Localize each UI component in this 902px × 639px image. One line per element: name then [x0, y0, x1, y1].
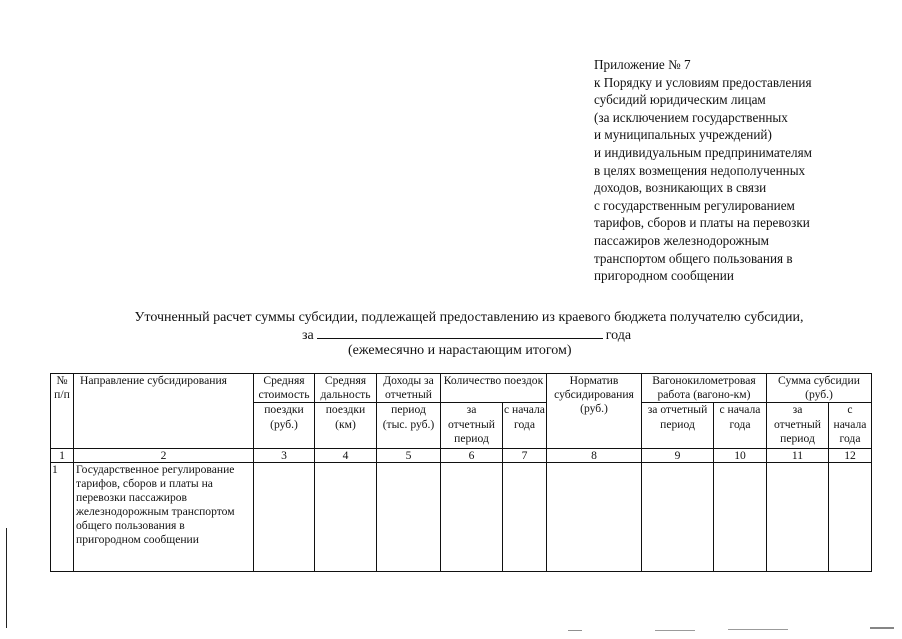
column-number: 7 [503, 449, 547, 463]
column-number: 8 [547, 449, 642, 463]
column-number: 5 [377, 449, 441, 463]
header-income-top: Доходы за отчетный [377, 374, 441, 403]
scan-speck [728, 629, 788, 630]
appendix-line: Приложение № 7 [594, 57, 691, 72]
column-number: 10 [714, 449, 767, 463]
header-norm: Норматив субсидирования (руб.) [547, 374, 642, 449]
row-direction: Государственное регулирование тарифов, сборов и платы на перевозки пассажиров железнодорожным транспортом общего пользования в пригородном сообщении [74, 463, 254, 572]
scan-speck [870, 627, 894, 629]
appendix-line: тарифов, сборов и платы на перевозки [594, 215, 810, 231]
column-number: 9 [642, 449, 714, 463]
table-row [51, 463, 872, 572]
row-num: 1 [51, 463, 74, 572]
header-avg-cost-top: Средняя стоимость [254, 374, 315, 403]
appendix-line: с государственным регулированием [594, 197, 795, 213]
column-number: 12 [829, 449, 872, 463]
scan-edge-line [6, 528, 7, 628]
empty-cell [315, 463, 377, 572]
empty-cell [377, 463, 441, 572]
column-number: 3 [254, 449, 315, 463]
header-trips-ytd: с начала года [503, 403, 547, 449]
column-number: 2 [74, 449, 254, 463]
column-number: 6 [441, 449, 503, 463]
header-direction: Направление субсидирования [74, 374, 254, 449]
appendix-line: пассажиров железнодорожным [594, 232, 769, 248]
appendix-line: пригородном сообщении [594, 268, 734, 284]
empty-cell [254, 463, 315, 572]
empty-cell [714, 463, 767, 572]
appendix-block [594, 56, 894, 285]
empty-cell [767, 463, 829, 572]
appendix-line: доходов, возникающих в связи [594, 180, 767, 196]
period-note: (ежемесячно и нарастающим итогом) [348, 343, 572, 358]
period-suffix: года [605, 328, 632, 343]
period-blank-field [317, 326, 603, 339]
appendix-line: субсидий юридическим лицам [594, 92, 766, 108]
header-num: № п/п [51, 374, 74, 449]
column-number: 4 [315, 449, 377, 463]
header-avg-distance-bottom: поездки (км) [315, 403, 377, 449]
period-line [302, 326, 631, 344]
column-numbers-row [51, 449, 872, 463]
appendix-line: и индивидуальным предпринимателям [594, 144, 813, 160]
header-sum: Сумма субсидии (руб.) [767, 374, 872, 403]
period-prefix: за [302, 328, 314, 343]
subsidy-table [50, 373, 872, 572]
empty-cell [441, 463, 503, 572]
header-sum-period: за отчетный период [767, 403, 829, 449]
empty-cell [642, 463, 714, 572]
appendix-line: (за исключением государственных [594, 109, 788, 125]
header-sum-ytd: с начала года [829, 403, 872, 449]
header-wagon-ytd: с начала года [714, 403, 767, 449]
scan-speck [655, 630, 695, 631]
appendix-line: транспортом общего пользования в [594, 250, 793, 266]
appendix-line: и муниципальных учреждений) [594, 127, 772, 143]
header-wagon-period: за отчетный период [642, 403, 714, 449]
header-wagon: Вагонокилометровая работа (вагоно-км) [642, 374, 767, 403]
empty-cell [503, 463, 547, 572]
header-avg-distance-top: Средняя дальность [315, 374, 377, 403]
column-number: 1 [51, 449, 74, 463]
appendix-line: к Порядку и условиям предоставления [594, 74, 812, 90]
document-title: Уточненный расчет суммы субсидии, подлежащей предоставлению из краевого бюджета получателю субсидии, [134, 310, 804, 325]
header-trips: Количество поездок [441, 374, 547, 403]
header-trips-period: за отчетный период [441, 403, 503, 449]
column-number: 11 [767, 449, 829, 463]
empty-cell [547, 463, 642, 572]
header-row-1 [51, 374, 872, 403]
empty-cell [829, 463, 872, 572]
header-avg-cost-bottom: поездки (руб.) [254, 403, 315, 449]
header-income-bottom: период (тыс. руб.) [377, 403, 441, 449]
scan-speck [568, 630, 582, 631]
appendix-line: в целях возмещения недополученных [594, 162, 806, 178]
